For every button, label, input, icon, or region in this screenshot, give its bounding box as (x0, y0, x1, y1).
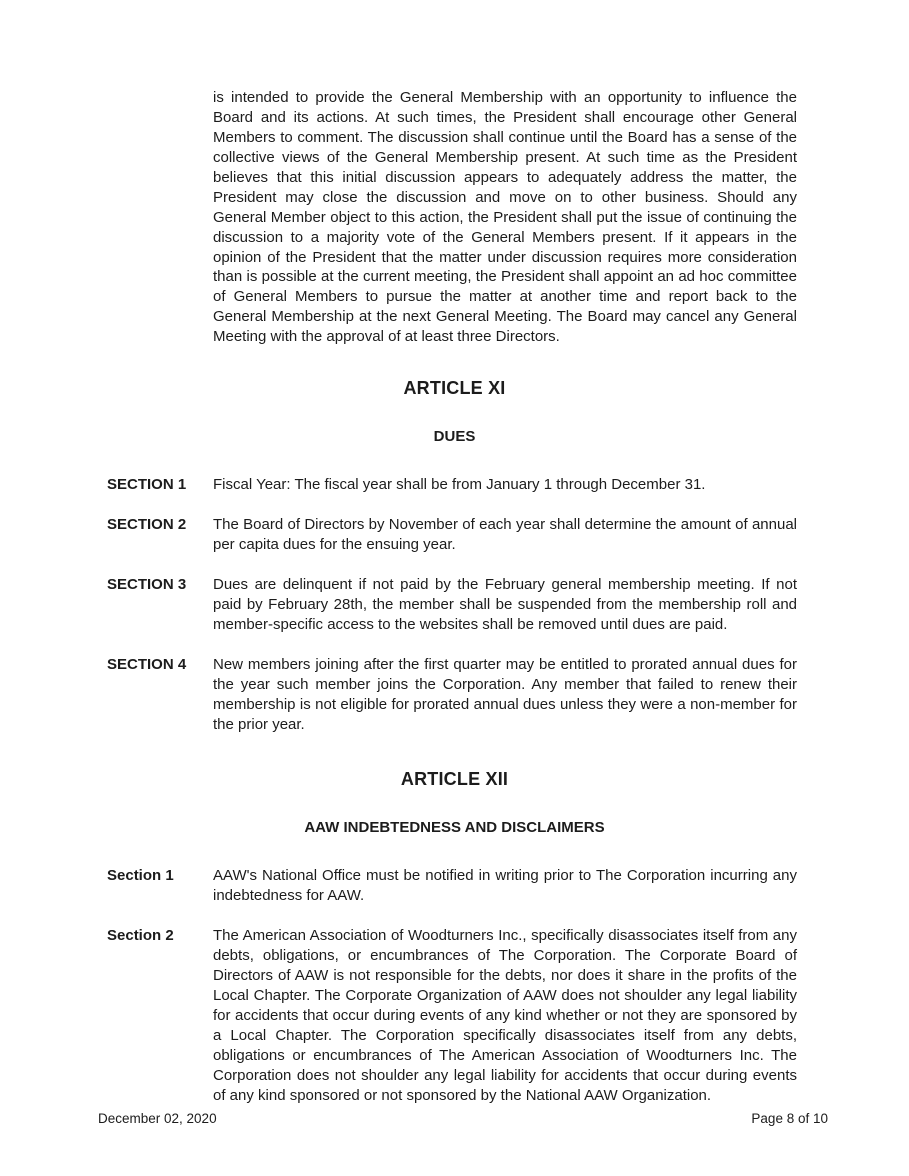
section-text: The Board of Directors by November of each year shall determine the amount of annual per capita dues for the ensuing year. (213, 516, 797, 553)
footer-date: December 02, 2020 (98, 1111, 217, 1126)
section-label: SECTION 3 (107, 575, 187, 593)
section-label: Section 2 (107, 927, 174, 945)
spacer (0, 754, 909, 768)
article-xii-subtitle: AAW INDEBTEDNESS AND DISCLAIMERS (304, 819, 605, 837)
section-row (107, 475, 797, 495)
section-text: Fiscal Year: The fiscal year shall be from January 1 through December 31. (213, 476, 706, 494)
section-row (107, 926, 797, 1105)
article-xi-title: ARTICLE XI (403, 378, 506, 399)
page-footer (98, 1110, 828, 1128)
section-row (107, 515, 797, 555)
intro-paragraph: is intended to provide the General Membership with an opportunity to influence the Board and its actions. At such times, the President shall encourage other General Members to comment. The discussion shall continue until the Board has a sense of the collective views of the General Membership present. At such time as the President believes that this initial discussion appears to adequately address the matter, the President may close the discussion and move on to other business. Should any General Member object to this action, the President shall put the issue of continuing the discussion to a majority vote of the General Members present. If it appears in the opinion of the President that the matter under discussion requires more consideration than is possible at the current meeting, the President shall appoint an ad hoc committee of General Members to pursue the matter at another time and report back to the General Membership at the next General Meeting. The Board may cancel any General Meeting with the approval of at least three Directors. (213, 89, 797, 346)
section-text: The American Association of Woodturners Inc., specifically disassociates itself from any debts, obligations, or encumbrances of The Corporation. The Corporate Board of Directors of AAW is not responsible for the debts, nor does it share in the profits of the Local Chapter. The Corporate Organization of AAW does not shoulder any legal liability for accidents that occur during events of any kind whether or not they are sponsored by a Local Chapter. The Corporation specifically disassociates itself from any debts, obligations or encumbrances of The American Association of Woodturners Inc. The Corporation does not shoulder any legal liability for accidents that occur during events of any kind sponsored or not sponsored by the National AAW Organization. (213, 927, 797, 1104)
section-text: Dues are delinquent if not paid by the February general membership meeting. If not paid by February 28th, the member shall be suspended from the membership roll and member-specific access to the websites shall be removed until dues are paid. (213, 575, 797, 633)
section-row (107, 866, 797, 906)
section-text: New members joining after the first quarter may be entitled to prorated annual dues for the year such member joins the Corporation. Any member that failed to renew their membership is not eligible for prorated annual dues unless they were a non-member for the prior year. (213, 655, 797, 733)
section-row (107, 575, 797, 635)
footer-page-number: Page 8 of 10 (751, 1111, 828, 1126)
section-row (107, 655, 797, 735)
document-content (0, 88, 909, 1126)
section-label: Section 1 (107, 867, 174, 885)
section-label: SECTION 2 (107, 516, 187, 533)
article-xii-title: ARTICLE XII (400, 769, 509, 790)
section-text: AAW's National Office must be notified in writing prior to The Corporation incurring any indebtedness for AAW. (213, 867, 797, 905)
article-xi-subtitle: DUES (433, 428, 476, 446)
section-label: SECTION 4 (107, 655, 187, 673)
section-label: SECTION 1 (107, 476, 187, 494)
